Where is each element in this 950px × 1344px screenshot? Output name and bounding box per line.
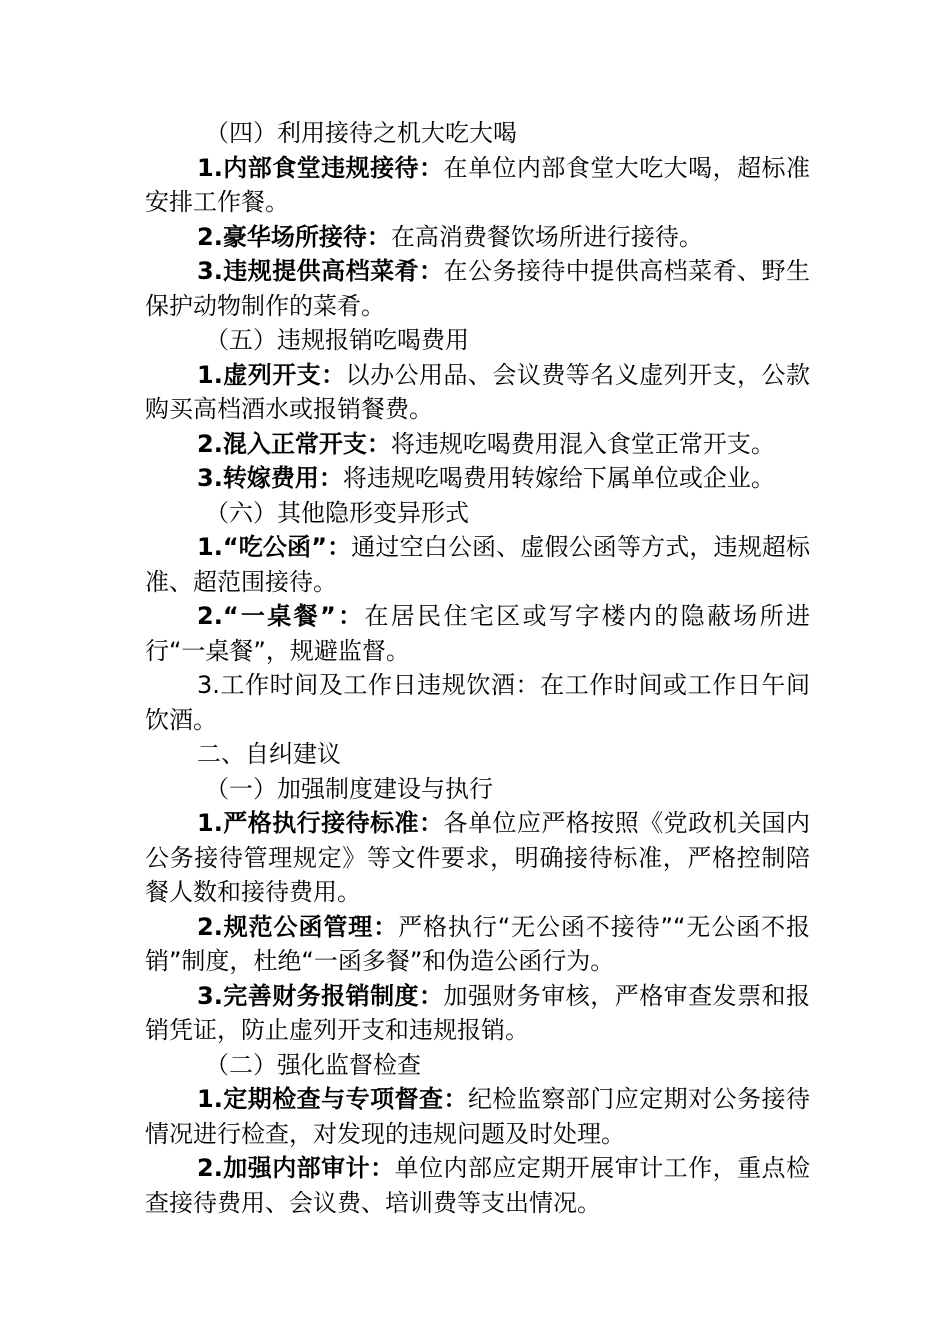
item-lead: 2.豪华场所接待：	[197, 222, 391, 251]
item-text: 在单位内部食堂大吃大喝，超标准安排工作餐。	[145, 153, 811, 216]
paragraph	[145, 220, 810, 255]
item-text: 单位内部应定期开展审计工作，重点检查接待费用、会议费、培训费等支出情况。	[145, 1154, 810, 1217]
section-heading-6: （六）其他隐形变异形式	[205, 498, 469, 527]
paragraph	[145, 599, 810, 668]
paragraph	[145, 979, 810, 1048]
paragraph	[145, 1082, 810, 1151]
item-lead: 2.规范公函管理：	[197, 912, 399, 941]
paragraph	[145, 427, 810, 462]
paragraph	[145, 254, 810, 323]
paragraph	[145, 668, 810, 737]
item-lead: 1.虚列开支：	[197, 360, 346, 389]
item-text: 在公务接待中提供高档菜肴、野生保护动物制作的菜肴。	[145, 257, 811, 320]
chapter-heading: 二、自纠建议	[197, 740, 341, 768]
paragraph	[145, 1151, 810, 1220]
item-lead: 1.严格执行接待标准：	[197, 809, 444, 837]
item-text: 通过空白公函、虚假公函等方式，违规超标准、超范围接待。	[145, 533, 810, 596]
item-lead: 2.混入正常开支：	[197, 429, 391, 458]
item-text: 纪检监察部门应定期对公务接待情况进行检查，对发现的违规问题及时处理。	[145, 1085, 810, 1148]
section-heading-1: （一）加强制度建设与执行	[205, 774, 493, 803]
item-text: 以办公用品、会议费等名义虚列开支，公款购买高档酒水或报销餐费。	[145, 360, 810, 423]
paragraph	[145, 461, 810, 496]
section-heading-5: （五）违规报销吃喝费用	[205, 326, 469, 354]
item-lead: 3.完善财务报销制度：	[197, 981, 444, 1010]
paragraph	[145, 151, 810, 220]
item-lead: 1.定期检查与专项督查：	[197, 1085, 468, 1113]
item-lead: 3.违规提供高档菜肴：	[197, 257, 444, 285]
item-text: 3.工作时间及工作日违规饮酒：在工作时间或工作日午间饮酒。	[145, 671, 810, 734]
item-text: 各单位应严格按照《党政机关国内公务接待管理规定》等文件要求，明确接待标准，严格控制陪餐人数和接待费用。	[145, 809, 811, 906]
item-lead: 1.“吃公函”：	[197, 533, 352, 561]
item-lead: 2.加强内部审计：	[197, 1154, 395, 1182]
item-text: 将违规吃喝费用混入食堂正常开支。	[390, 429, 775, 458]
paragraph	[145, 358, 810, 427]
paragraph	[145, 910, 810, 979]
item-text: 严格执行“无公函不接待”“无公函不报销”制度，杜绝“一函多餐”和伪造公函行为。	[145, 912, 810, 975]
item-lead: 3.转嫁费用：	[197, 464, 343, 492]
item-text: 加强财务审核，严格审查发票和报销凭证，防止虚列开支和违规报销。	[145, 981, 811, 1044]
section-heading-4: （四）利用接待之机大吃大喝	[205, 119, 517, 147]
document-body	[145, 116, 810, 1220]
paragraph	[145, 806, 810, 910]
item-text: 在居民住宅区或写字楼内的隐蔽场所进行“一桌餐”，规避监督。	[145, 602, 810, 665]
paragraph	[145, 530, 810, 599]
section-heading-2: （二）强化监督检查	[205, 1050, 421, 1079]
item-lead: 1.内部食堂违规接待：	[197, 153, 444, 182]
item-text: 将违规吃喝费用转嫁给下属单位或企业。	[342, 464, 775, 492]
item-text: 在高消费餐饮场所进行接待。	[390, 222, 703, 251]
item-lead: 2.“一桌餐”：	[197, 602, 365, 630]
